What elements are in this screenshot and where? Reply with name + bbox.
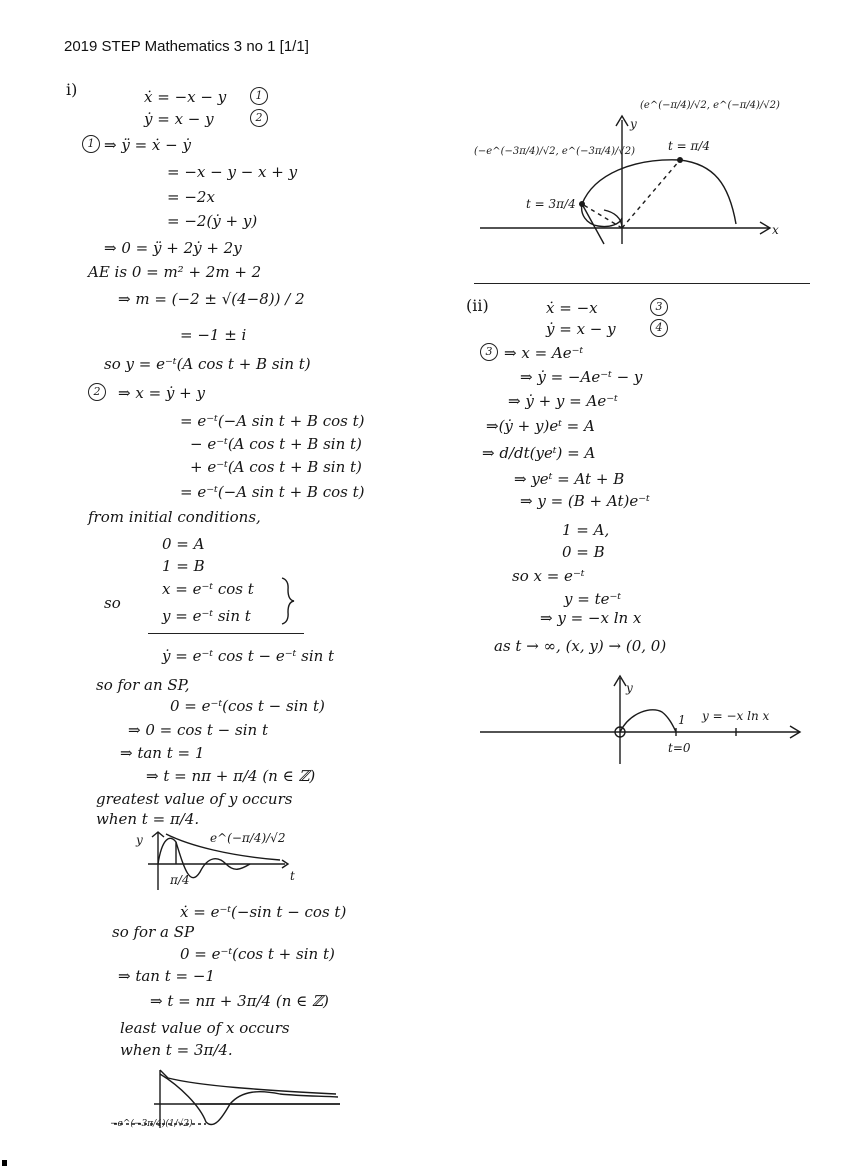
eq-line: ⇒ tan t = 1 — [120, 744, 205, 762]
eq-line: = −2x — [167, 188, 215, 206]
min-label: −e^(−3π/4)(1/√2) — [110, 1119, 193, 1129]
point-a-marker — [677, 157, 683, 163]
part-ii-label: (ii) — [466, 296, 489, 315]
eq-number-2: 2 — [250, 109, 268, 127]
eq-ref-1: 1 — [82, 135, 100, 153]
eq-line: ⇒ x = Ae⁻ᵗ — [504, 344, 584, 362]
section-divider — [474, 283, 810, 284]
eq-line: when t = 3π/4. — [120, 1041, 233, 1059]
phase-plot — [474, 94, 784, 244]
eq-line: + e⁻ᵗ(A cos t + B sin t) — [190, 458, 362, 476]
eq-line: ẏ = x − y — [144, 110, 214, 128]
tick-1-label: 1 — [678, 713, 686, 727]
eq-line: ⇒ ẏ + y = Ae⁻ᵗ — [508, 392, 618, 410]
graph-x-vs-t — [110, 1066, 350, 1136]
tick-t0-label: t=0 — [668, 741, 691, 755]
eq-line: as t → ∞, (x, y) → (0, 0) — [494, 637, 667, 655]
t-axis-label: t — [290, 869, 295, 883]
eq-line: ⇒ t = nπ + 3π/4 (n ∈ ℤ) — [150, 992, 329, 1010]
eq-line: so for an SP, — [96, 676, 190, 694]
dashed-radius-a — [622, 160, 680, 228]
eq-line: ⇒ y = −x ln x — [540, 609, 642, 627]
eq-line: = −x − y − x + y — [167, 163, 298, 181]
eq-line: ẋ = −x − y — [144, 88, 227, 106]
eq-line: ⇒ tan t = −1 — [118, 967, 215, 985]
eq-number-3: 3 — [650, 298, 668, 316]
point-b-coords: (−e^(−3π/4)/√2, e^(−3π/4)/√2) — [474, 146, 636, 157]
eq-line: − e⁻ᵗ(A cos t + B sin t) — [190, 435, 362, 453]
part-i-label: i) — [66, 80, 78, 99]
graph-y-vs-t — [136, 828, 310, 898]
eq-line: ⇒ y = (B + At)e⁻ᵗ — [520, 492, 650, 510]
eq-line: 0 = B — [562, 543, 605, 561]
point-a-coords: (e^(−π/4)/√2, e^(−π/4)/√2) — [640, 100, 780, 111]
eq-line: 0 = A — [162, 535, 205, 553]
eq-line: x = e⁻ᵗ cos t — [162, 580, 254, 598]
eq-line: 1 = A, — [562, 521, 610, 539]
eq-line: ⇒ x = ẏ + y — [118, 384, 205, 402]
eq-line: 1 = B — [162, 557, 205, 575]
eq-line: ⇒(ẏ + y)eᵗ = A — [486, 417, 595, 435]
eq-ref-2: 2 — [88, 383, 106, 401]
scan-mark — [2, 1160, 7, 1166]
graph-ii — [476, 672, 806, 768]
point-b-marker — [579, 201, 585, 207]
eq-line: = e⁻ᵗ(−A sin t + B cos t) — [180, 412, 365, 430]
eq-line: = e⁻ᵗ(−A sin t + B cos t) — [180, 483, 365, 501]
spiral-path — [582, 160, 736, 227]
eq-line: so — [104, 594, 121, 612]
eq-line: = −1 ± i — [180, 326, 247, 344]
eq-line: so y = e⁻ᵗ(A cos t + B sin t) — [104, 355, 311, 373]
curve-label: y = −x ln x — [702, 709, 770, 723]
eq-line: 0 = e⁻ᵗ(cos t − sin t) — [170, 697, 325, 715]
y-axis-label: y — [136, 833, 143, 847]
divider-rule — [148, 633, 304, 634]
eq-line: ⇒ yeᵗ = At + B — [514, 470, 625, 488]
eq-line: y = te⁻ᵗ — [564, 590, 622, 608]
eq-number-4: 4 — [650, 319, 668, 337]
eq-line: ⇒ d/dt(yeᵗ) = A — [482, 444, 596, 462]
point-b-time: t = 3π/4 — [526, 197, 576, 211]
eq-line: ⇒ ÿ = ẋ − ẏ — [104, 136, 191, 154]
eq-line: 0 = e⁻ᵗ(cos t + sin t) — [180, 945, 335, 963]
page-title: 2019 STEP Mathematics 3 no 1 [1/1] — [64, 38, 309, 55]
y-axis-label: y — [630, 117, 637, 131]
eq-number-1: 1 — [250, 87, 268, 105]
eq-line: = −2(ẏ + y) — [167, 212, 258, 230]
point-a-time: t = π/4 — [668, 139, 711, 153]
eq-line: ẏ = e⁻ᵗ cos t − e⁻ᵗ sin t — [162, 647, 335, 665]
eq-line: ⇒ ẏ = −Ae⁻ᵗ − y — [520, 368, 643, 386]
eq-ref-3: 3 — [480, 343, 498, 361]
curve-neg-x-ln-x — [620, 710, 676, 732]
eq-line: ẋ = −x — [546, 299, 598, 317]
eq-line: least value of x occurs — [120, 1019, 290, 1037]
envelope-label: e^(−π/4)/√2 — [210, 831, 286, 845]
eq-line: y = e⁻ᵗ sin t — [162, 607, 251, 625]
eq-line: ⇒ 0 = ÿ + 2ẏ + 2y — [104, 239, 242, 257]
y-axis-label: y — [626, 681, 633, 695]
envelope-curve — [160, 1070, 336, 1094]
eq-line: ⇒ m = (−2 ± √(4−8)) / 2 — [118, 290, 305, 308]
brace — [280, 576, 296, 626]
eq-line: greatest value of y occurs — [96, 790, 293, 808]
eq-line: ⇒ 0 = cos t − sin t — [128, 721, 268, 739]
eq-line: ⇒ t = nπ + π/4 (n ∈ ℤ) — [146, 767, 316, 785]
eq-line: so x = e⁻ᵗ — [512, 567, 585, 585]
tick-label: π/4 — [170, 873, 190, 887]
x-axis-label: x — [772, 223, 779, 237]
eq-line: ẋ = e⁻ᵗ(−sin t − cos t) — [180, 903, 347, 921]
eq-line: ẏ = x − y — [546, 320, 616, 338]
eq-line: AE is 0 = m² + 2m + 2 — [88, 263, 262, 281]
eq-line: from initial conditions, — [88, 508, 261, 526]
eq-line: when t = π/4. — [96, 810, 200, 828]
eq-line: so for a SP — [112, 923, 195, 941]
